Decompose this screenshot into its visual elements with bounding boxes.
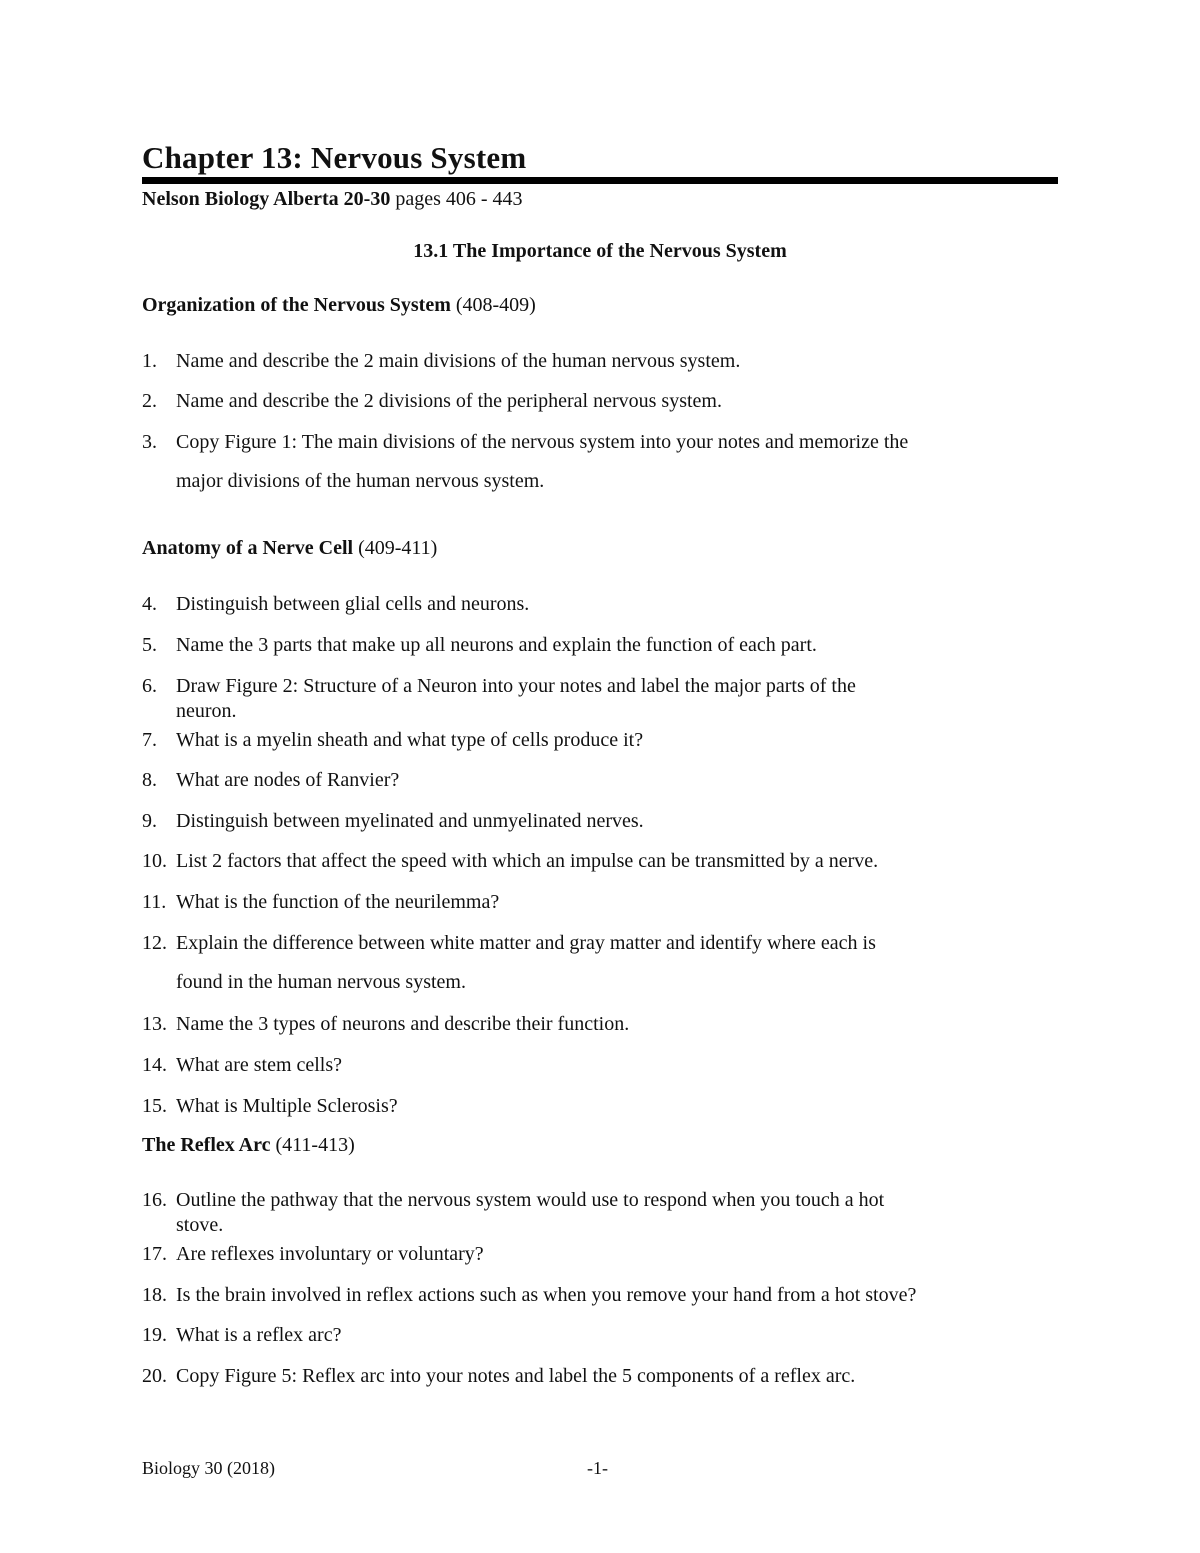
question-number: 14. <box>142 1054 167 1076</box>
question-number: 8. <box>142 769 157 791</box>
question-number: 4. <box>142 593 157 615</box>
question-item <box>142 1241 484 1267</box>
footer-page-number: -1- <box>587 1458 608 1478</box>
question-number: 7. <box>142 729 157 751</box>
question-number: 2. <box>142 390 157 412</box>
question-item <box>142 388 722 414</box>
subsection-title: The Reflex Arc <box>142 1134 271 1156</box>
question-item <box>142 1187 884 1213</box>
question-text: Name the 3 types of neurons and describe their function. <box>176 1013 630 1035</box>
subsection-title: Anatomy of a Nerve Cell <box>142 537 354 559</box>
question-item <box>142 1052 342 1078</box>
question-text: Name and describe the 2 main divisions of the human nervous system. <box>176 350 741 372</box>
question-text: Draw Figure 2: Structure of a Neuron into your notes and label the major parts of the <box>176 675 856 697</box>
question-item <box>142 591 529 617</box>
question-text: Are reflexes involuntary or voluntary? <box>176 1243 484 1265</box>
question-item <box>142 632 817 658</box>
subsection-heading <box>142 294 536 317</box>
question-item <box>142 930 876 956</box>
question-number: 16. <box>142 1189 167 1211</box>
question-item <box>142 889 499 915</box>
question-text: What is Multiple Sclerosis? <box>176 1095 398 1117</box>
question-number: 20. <box>142 1365 167 1387</box>
question-text: Name the 3 parts that make up all neurons and explain the function of each part. <box>176 634 817 656</box>
question-number: 10. <box>142 850 167 872</box>
question-item <box>142 1282 916 1308</box>
section-heading: 13.1 The Importance of the Nervous System <box>413 240 787 262</box>
question-text: Distinguish between glial cells and neurons. <box>176 593 530 615</box>
question-text: What are nodes of Ranvier? <box>176 769 400 791</box>
question-text: Distinguish between myelinated and unmyelinated nerves. <box>176 810 644 832</box>
question-text: Is the brain involved in reflex actions such as when you remove your hand from a hot stove? <box>176 1284 917 1306</box>
question-item <box>142 727 643 753</box>
question-number: 1. <box>142 350 157 372</box>
question-continuation: found in the human nervous system. <box>176 971 466 993</box>
question-number: 18. <box>142 1284 167 1306</box>
question-number: 9. <box>142 810 157 832</box>
question-continuation: neuron. <box>176 700 237 722</box>
question-item <box>142 348 740 374</box>
subsection-heading <box>142 537 437 560</box>
title-rule <box>142 177 1058 184</box>
question-number: 3. <box>142 431 157 453</box>
question-continuation: major divisions of the human nervous system. <box>176 470 545 492</box>
textbook-name: Nelson Biology Alberta 20-30 <box>142 188 391 210</box>
question-item <box>142 848 878 874</box>
question-item <box>142 1093 398 1119</box>
textbook-reference <box>142 188 523 211</box>
question-text: Name and describe the 2 divisions of the peripheral nervous system. <box>176 390 722 412</box>
question-continuation: stove. <box>176 1214 224 1236</box>
question-number: 17. <box>142 1243 167 1265</box>
question-item <box>142 767 399 793</box>
question-item <box>142 1363 855 1389</box>
question-item <box>142 1322 341 1348</box>
question-text: Explain the difference between white matter and gray matter and identify where each is <box>176 932 876 954</box>
question-item <box>142 808 644 834</box>
subsection-pages: (408-409) <box>450 294 536 316</box>
question-number: 12. <box>142 932 167 954</box>
chapter-title: Chapter 13: Nervous System <box>142 140 527 175</box>
question-text: Copy Figure 5: Reflex arc into your notes and label the 5 components of a reflex arc. <box>176 1365 856 1387</box>
question-item <box>142 429 908 455</box>
question-number: 13. <box>142 1013 167 1035</box>
question-number: 5. <box>142 634 157 656</box>
question-text: What are stem cells? <box>176 1054 343 1076</box>
question-text: List 2 factors that affect the speed with which an impulse can be transmitted by a nerve. <box>176 850 879 872</box>
textbook-pages: pages 406 - 443 <box>390 188 523 210</box>
subsection-title: Organization of the Nervous System <box>142 294 451 316</box>
question-text: What is a reflex arc? <box>176 1324 342 1346</box>
subsection-pages: (411-413) <box>270 1134 355 1156</box>
question-number: 11. <box>142 891 167 913</box>
question-text: Copy Figure 1: The main divisions of the nervous system into your notes and memorize the <box>176 431 909 453</box>
subsection-heading <box>142 1134 355 1157</box>
question-text: What is a myelin sheath and what type of cells produce it? <box>176 729 644 751</box>
question-number: 15. <box>142 1095 167 1117</box>
subsection-pages: (409-411) <box>353 537 438 559</box>
question-text: Outline the pathway that the nervous system would use to respond when you touch a hot <box>176 1189 885 1211</box>
question-item <box>142 1011 629 1037</box>
question-item <box>142 673 856 699</box>
question-number: 6. <box>142 675 157 697</box>
footer-course: Biology 30 (2018) <box>142 1458 275 1478</box>
question-text: What is the function of the neurilemma? <box>176 891 500 913</box>
question-number: 19. <box>142 1324 167 1346</box>
